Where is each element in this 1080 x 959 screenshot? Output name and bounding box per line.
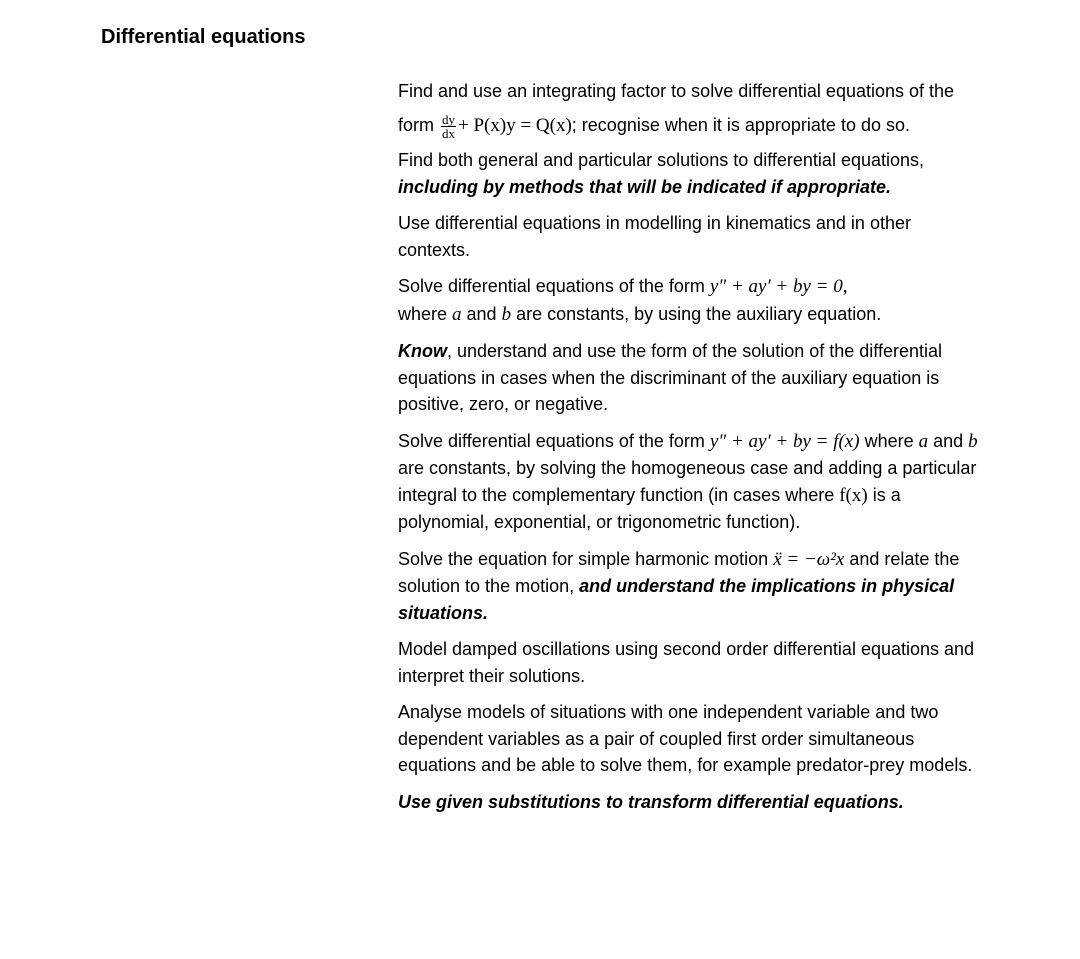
item-text: Use differential equations in modelling in kinematics and in other contexts.: [398, 213, 911, 260]
equation: ẍ = −ω²x: [773, 548, 845, 570]
item-text: where: [398, 303, 453, 324]
item-text: are constants, by using the auxiliary equation.: [511, 303, 882, 324]
equation: + P(x)y = Q(x): [458, 115, 572, 136]
item-text: is a polynomial, exponential, or trigonometric function).: [398, 484, 901, 532]
item-text: ; recognise when it is appropriate to do so.: [571, 115, 910, 135]
item-text: Find both general and particular solutions to differential equations,: [398, 150, 925, 170]
variable-a: a: [918, 430, 929, 452]
item-text: and: [461, 303, 502, 324]
item-text: Solve the equation for simple harmonic motion: [398, 548, 774, 569]
fraction-numerator: dy: [442, 111, 456, 127]
fraction-denominator: dx: [442, 125, 456, 141]
section-title: Differential equations: [101, 26, 306, 48]
item-second-order-homogeneous: [398, 273, 980, 328]
item-text: and: [928, 430, 969, 451]
item-text: Solve differential equations of the form: [398, 276, 710, 296]
function-fx: f(x): [839, 484, 868, 506]
variable-a: a: [452, 303, 462, 325]
emphasis-text: Know: [398, 341, 447, 361]
variable-b: b: [968, 430, 978, 452]
item-simple-harmonic-motion: [398, 546, 980, 627]
item-text: and relate the solution to the motion,: [398, 548, 960, 596]
variable-b: b: [501, 303, 512, 325]
equation: y″ + ay′ + by = 0,: [709, 276, 848, 297]
content-list: [398, 74, 980, 825]
item-damped-oscillations: [398, 636, 980, 689]
emphasis-text: and understand the implications in physical situations.: [398, 576, 955, 623]
item-text: Model damped oscillations using second order differential equations and interpret their solutions.: [398, 639, 975, 686]
item-modelling-kinematics: [398, 210, 980, 263]
dy-dx-fraction: [441, 113, 456, 140]
item-text: Analyse models of situations with one independent variable and two dependent variables as a pair of coupled first order simultaneous equations and be able to solve them, for example predator-prey models.: [398, 702, 973, 775]
item-general-particular-solutions: [398, 147, 980, 200]
equation: y″ + ay′ + by = f(x): [709, 430, 860, 452]
item-text: Find and use an integrating factor to solve differential equations of the form: [398, 81, 955, 135]
item-text: Solve differential equations of the form: [398, 430, 710, 451]
item-discriminant-cases: [398, 338, 980, 418]
emphasis-text: Use given substitutions to transform differential equations.: [398, 791, 904, 812]
item-second-order-nonhomogeneous: [398, 428, 980, 536]
item-substitutions: [398, 789, 980, 816]
item-integrating-factor: [398, 74, 980, 143]
item-text: , understand and use the form of the solution of the differential equations in cases when the discriminant of the auxiliary equation is positive, zero, or negative.: [398, 341, 942, 414]
item-coupled-equations: [398, 699, 980, 779]
item-text: are constants, by solving the homogeneous case and adding a particular integral to the complementary function (in cases where: [398, 458, 977, 505]
item-text: where: [859, 430, 919, 451]
emphasis-text: including by methods that will be indicated if appropriate.: [398, 176, 892, 197]
